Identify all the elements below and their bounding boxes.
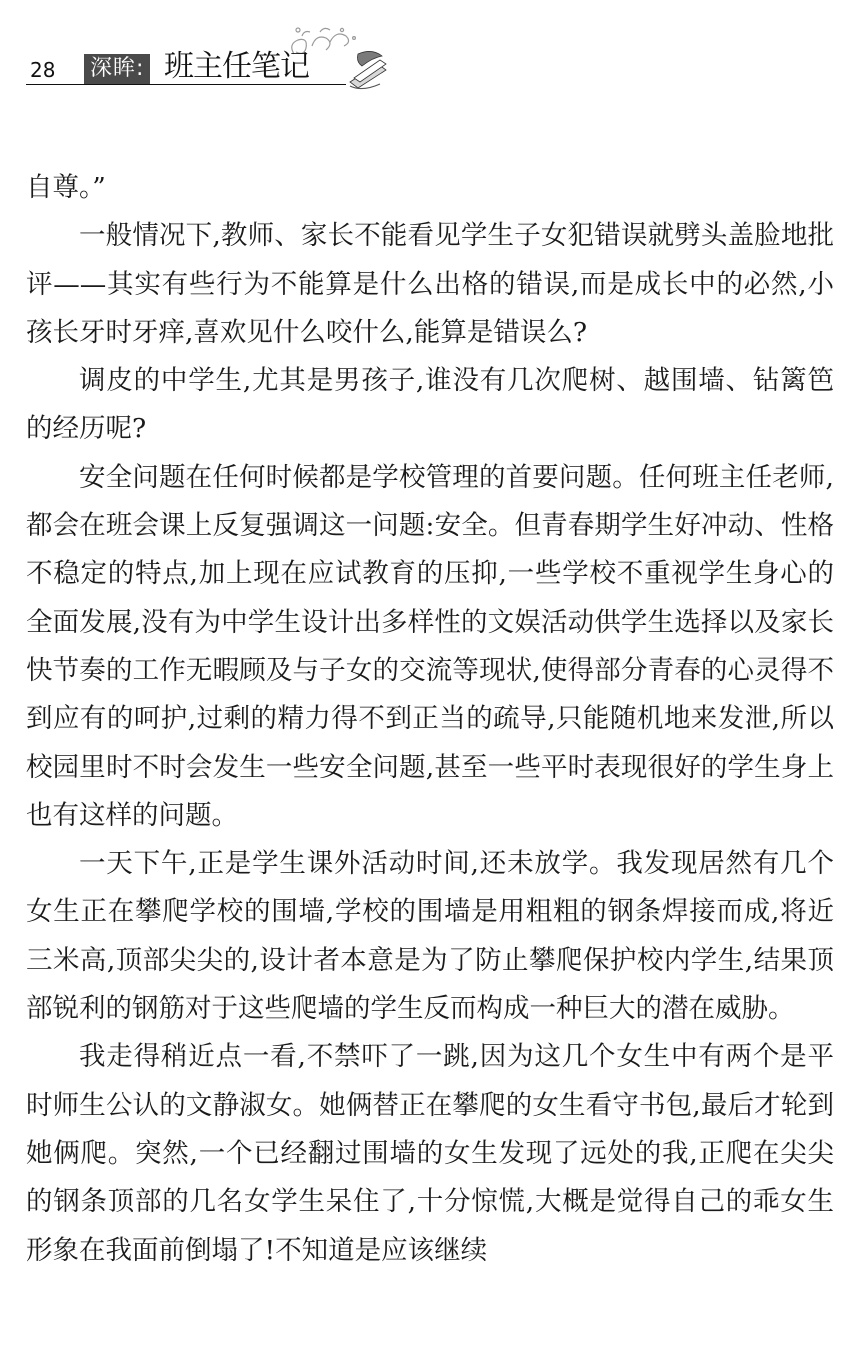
page-number: 28 <box>30 58 56 82</box>
page-header <box>26 24 386 94</box>
body-text <box>26 164 834 1275</box>
book-title: 班主任笔记 <box>164 49 309 84</box>
header-rule <box>26 84 346 85</box>
paragraph: 一天下午,正是学生课外活动时间,还未放学。我发现居然有几个女生正在攀爬学校的围墙,学校的围墙是用粗粗的钢条焊接而成,将近三米高,顶部尖尖的,设计者本意是为了防止攀爬保护校内学生,结果顶部锐利的钢筋对于这些爬墙的学生反而构成一种巨大的潜在威胁。 <box>26 848 834 1025</box>
paragraph: 自尊。” <box>26 172 106 203</box>
series-label: 深眸: <box>84 54 150 84</box>
paragraph: 我走得稍近点一看,不禁吓了一跳,因为这几个女生中有两个是平时师生公认的文静淑女。她俩替正在攀爬的女生看守书包,最后才轮到她俩爬。突然,一个已经翻过围墙的女生发现了远处的我,正爬在尖尖的钢条顶部的几名女学生呆住了,十分惊慌,大概是觉得自己的乖女生形象在我面前倒塌了!不知道是应该继续 <box>26 1041 834 1266</box>
paragraph: 安全问题在任何时候都是学校管理的首要问题。任何班主任老师,都会在班会课上反复强调这一问题:安全。但青春期学生好冲动、性格不稳定的特点,加上现在应试教育的压抑,一些学校不重视学生身心的全面发展,没有为中学生设计出多样性的文娱活动供学生选择以及家长快节奏的工作无暇顾及与子女的交流等现状,使得部分青春的心灵得不到应有的呵护,过剩的精力得不到正当的疏导,只能随机地来发泄,所以校园里时不时会发生一些安全问题,甚至一些平时表现很好的学生身上也有这样的问题。 <box>26 461 834 831</box>
paragraph: 一般情况下,教师、家长不能看见学生子女犯错误就劈头盖脸地批评——其实有些行为不能算是什么出格的错误,而是成长中的必然,小孩长牙时牙痒,喜欢见什么咬什么,能算是错误么? <box>26 220 834 348</box>
paragraph: 调皮的中学生,尤其是男孩子,谁没有几次爬树、越围墙、钻篱笆的经历呢? <box>26 365 834 445</box>
